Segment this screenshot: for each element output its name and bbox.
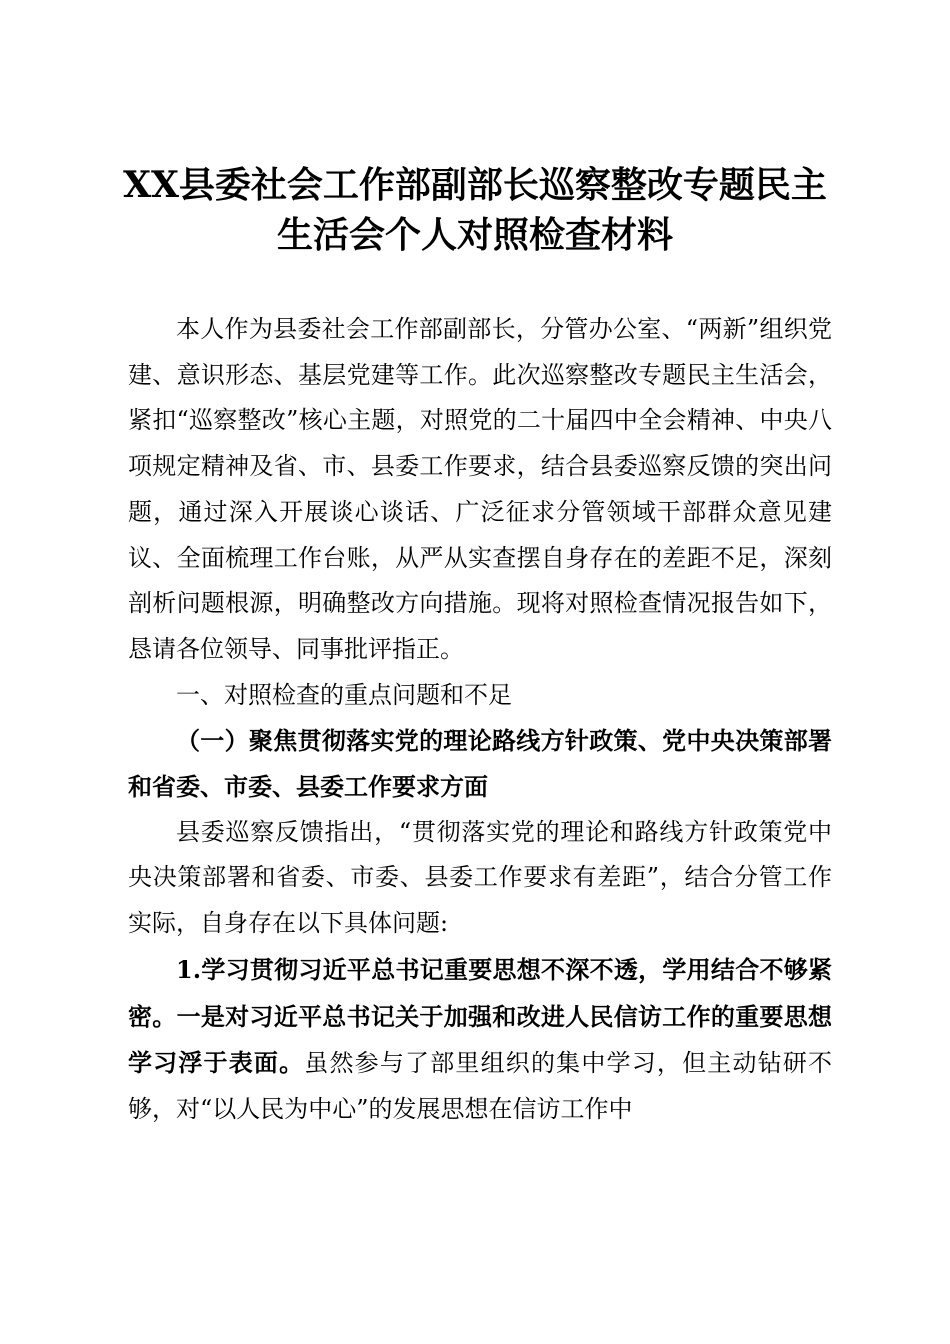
intro-paragraph: 本人作为县委社会工作部副部长，分管办公室、“两新”组织党建、意识形态、基层党建等工作。此次巡察整改专题民主生活会，紧扣“巡察整改”核心主题，对照党的二十届四中全会精神、中央八项规定精神及省、市、县委工作要求，结合县委巡察反馈的突出问题，通过深入开展谈心谈话、广泛征求分管领域干部群众意见建议、全面梳理工作台账，从严从实查摆自身存在的差距不足，深刻剖析问题根源，明确整改方向措施。现将对照检查情况报告如下，恳请各位领导、同事批评指正。 — [128, 315, 832, 663]
section-heading: 一、对照检查的重点问题和不足 — [176, 680, 512, 709]
title-line-1: XX县委社会工作部副部长巡察整改专题民主 — [123, 164, 827, 206]
item-body-text: 虽然参与了部里组织的集中学习，但主动钻研不够，对“以人民为中心”的发展思想在信访工作中 — [128, 1049, 832, 1123]
document-title — [110, 160, 840, 260]
title-line-2: 生活会个人对照检查材料 — [276, 214, 673, 256]
item-bold-lead: 1.学习贯彻习近平总书记重要思想不深不透，学用结合不够紧密。一是对习近平总书记关于加强和改进人民信访工作的重要思想学习浮于表面。 — [128, 954, 832, 1078]
feedback-paragraph: 县委巡察反馈指出，“贯彻落实党的理论和路线方针政策党中央决策部署和省委、市委、县委工作要求有差距”，结合分管工作实际，自身存在以下具体问题: — [128, 817, 832, 938]
document-body — [128, 307, 832, 1133]
item-paragraph — [128, 947, 832, 1133]
subsection-heading: （一）聚焦贯彻落实党的理论路线方针政策、党中央决策部署和省委、市委、县委工作要求方面 — [128, 726, 832, 802]
